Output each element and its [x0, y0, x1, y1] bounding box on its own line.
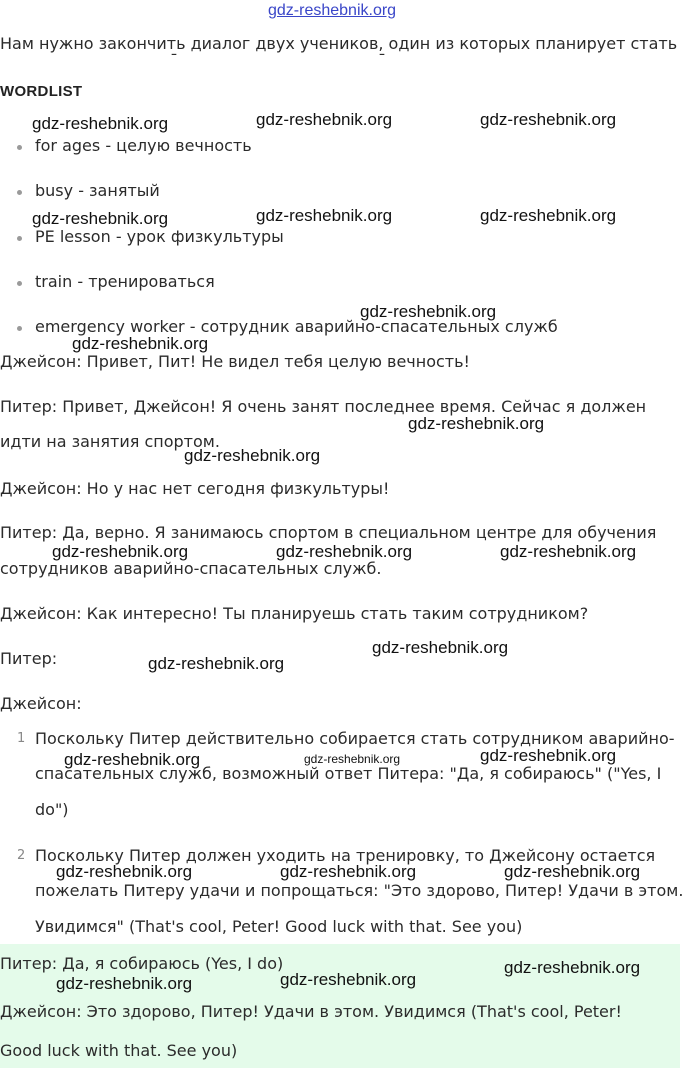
- dialog-line: Джейсон: Как интересно! Ты планируешь стать таким сотрудником?: [0, 604, 589, 623]
- dialog-line: идти на занятия спортом.: [0, 432, 220, 451]
- watermark: gdz-reshebnik.org: [148, 654, 285, 673]
- wordlist-heading: WORDLIST: [0, 83, 83, 100]
- site-link[interactable]: gdz-reshebnik.org: [268, 2, 397, 19]
- watermark: gdz-reshebnik.org: [280, 970, 417, 989]
- wordlist-item-text: for ages - целую вечность: [35, 136, 252, 155]
- bullet-icon: [17, 236, 22, 241]
- bullet-icon: [17, 190, 22, 195]
- wordlist-item-text: train - тренироваться: [35, 272, 215, 291]
- bullet-icon: [17, 145, 22, 150]
- wordlist-item-text: busy - занятый: [35, 181, 160, 200]
- watermark: gdz-reshebnik.org: [276, 542, 413, 561]
- intro-cut-line: ¯ ¯: [170, 51, 386, 70]
- dialog-line: Джейсон:: [0, 694, 82, 713]
- explanation-number: 1: [17, 731, 26, 746]
- explanation-line: пожелать Питеру удачи и попрощаться: "Это здорово, Питер! Удачи в этом.: [35, 881, 683, 900]
- watermark: gdz-reshebnik.org: [504, 958, 641, 977]
- explanation-number: 2: [17, 848, 26, 863]
- watermark: gdz-reshebnik.org: [64, 750, 201, 769]
- watermark: gdz-reshebnik.org: [500, 542, 637, 561]
- dialog-line: Питер: Привет, Джейсон! Я очень занят последнее время. Сейчас я должен: [0, 397, 647, 416]
- dialog-line: Питер:: [0, 649, 58, 668]
- dialog-line: Джейсон: Привет, Пит! Не видел тебя целую вечность!: [0, 352, 470, 371]
- dialog-line: Питер: Да, верно. Я занимаюсь спортом в специальном центре для обучения: [0, 523, 657, 542]
- watermark: gdz-reshebnik.org: [32, 114, 169, 133]
- watermark: gdz-reshebnik.org: [280, 862, 417, 881]
- watermark: gdz-reshebnik.org: [72, 334, 209, 353]
- answer-line: Джейсон: Это здорово, Питер! Удачи в этом. Увидимся (That's cool, Peter!: [0, 1002, 622, 1021]
- bullet-icon: [17, 326, 22, 331]
- watermark: gdz-reshebnik.org: [480, 746, 617, 765]
- dialog-line: Джейсон: Но у нас нет сегодня физкультуры!: [0, 479, 390, 498]
- watermark: gdz-reshebnik.org: [52, 542, 189, 561]
- watermark: gdz-reshebnik.org: [32, 209, 169, 228]
- watermark: gdz-reshebnik.org: [56, 862, 193, 881]
- intro-text: Нам нужно закончить диалог двух учеников, один из которых планирует стать: [0, 34, 678, 53]
- wordlist-item-text: emergency worker - сотрудник аварийно-спасательных служб: [35, 317, 558, 336]
- explanation-line: Увидимся" (That's cool, Peter! Good luck with that. See you): [35, 917, 523, 936]
- wordlist-item-text: PE lesson - урок физкультуры: [35, 227, 284, 246]
- watermark: gdz-reshebnik.org: [408, 414, 545, 433]
- watermark: gdz-reshebnik.org: [372, 638, 509, 657]
- watermark: gdz-reshebnik.org: [480, 206, 617, 225]
- explanation-line: Поскольку Питер действительно собирается стать сотрудником аварийно-: [35, 729, 675, 748]
- explanation-line: do"): [35, 800, 69, 819]
- watermark: gdz-reshebnik.org: [184, 446, 321, 465]
- bullet-icon: [17, 281, 22, 286]
- watermark: gdz-reshebnik.org: [504, 862, 641, 881]
- watermark: gdz-reshebnik.org: [304, 752, 401, 766]
- explanation-line: Поскольку Питер должен уходить на тренировку, то Джейсону остается: [35, 846, 656, 865]
- watermark: gdz-reshebnik.org: [56, 974, 193, 993]
- explanation-line: спасательных служб, возможный ответ Питера: "Да, я собираюсь" ("Yes, I: [35, 764, 662, 783]
- answer-line: Питер: Да, я собираюсь (Yes, I do): [0, 954, 284, 973]
- watermark: gdz-reshebnik.org: [480, 110, 617, 129]
- watermark: gdz-reshebnik.org: [256, 206, 393, 225]
- watermark: gdz-reshebnik.org: [256, 110, 393, 129]
- watermark: gdz-reshebnik.org: [360, 302, 497, 321]
- dialog-line: сотрудников аварийно-спасательных служб.: [0, 559, 382, 578]
- answer-line: Good luck with that. See you): [0, 1041, 238, 1060]
